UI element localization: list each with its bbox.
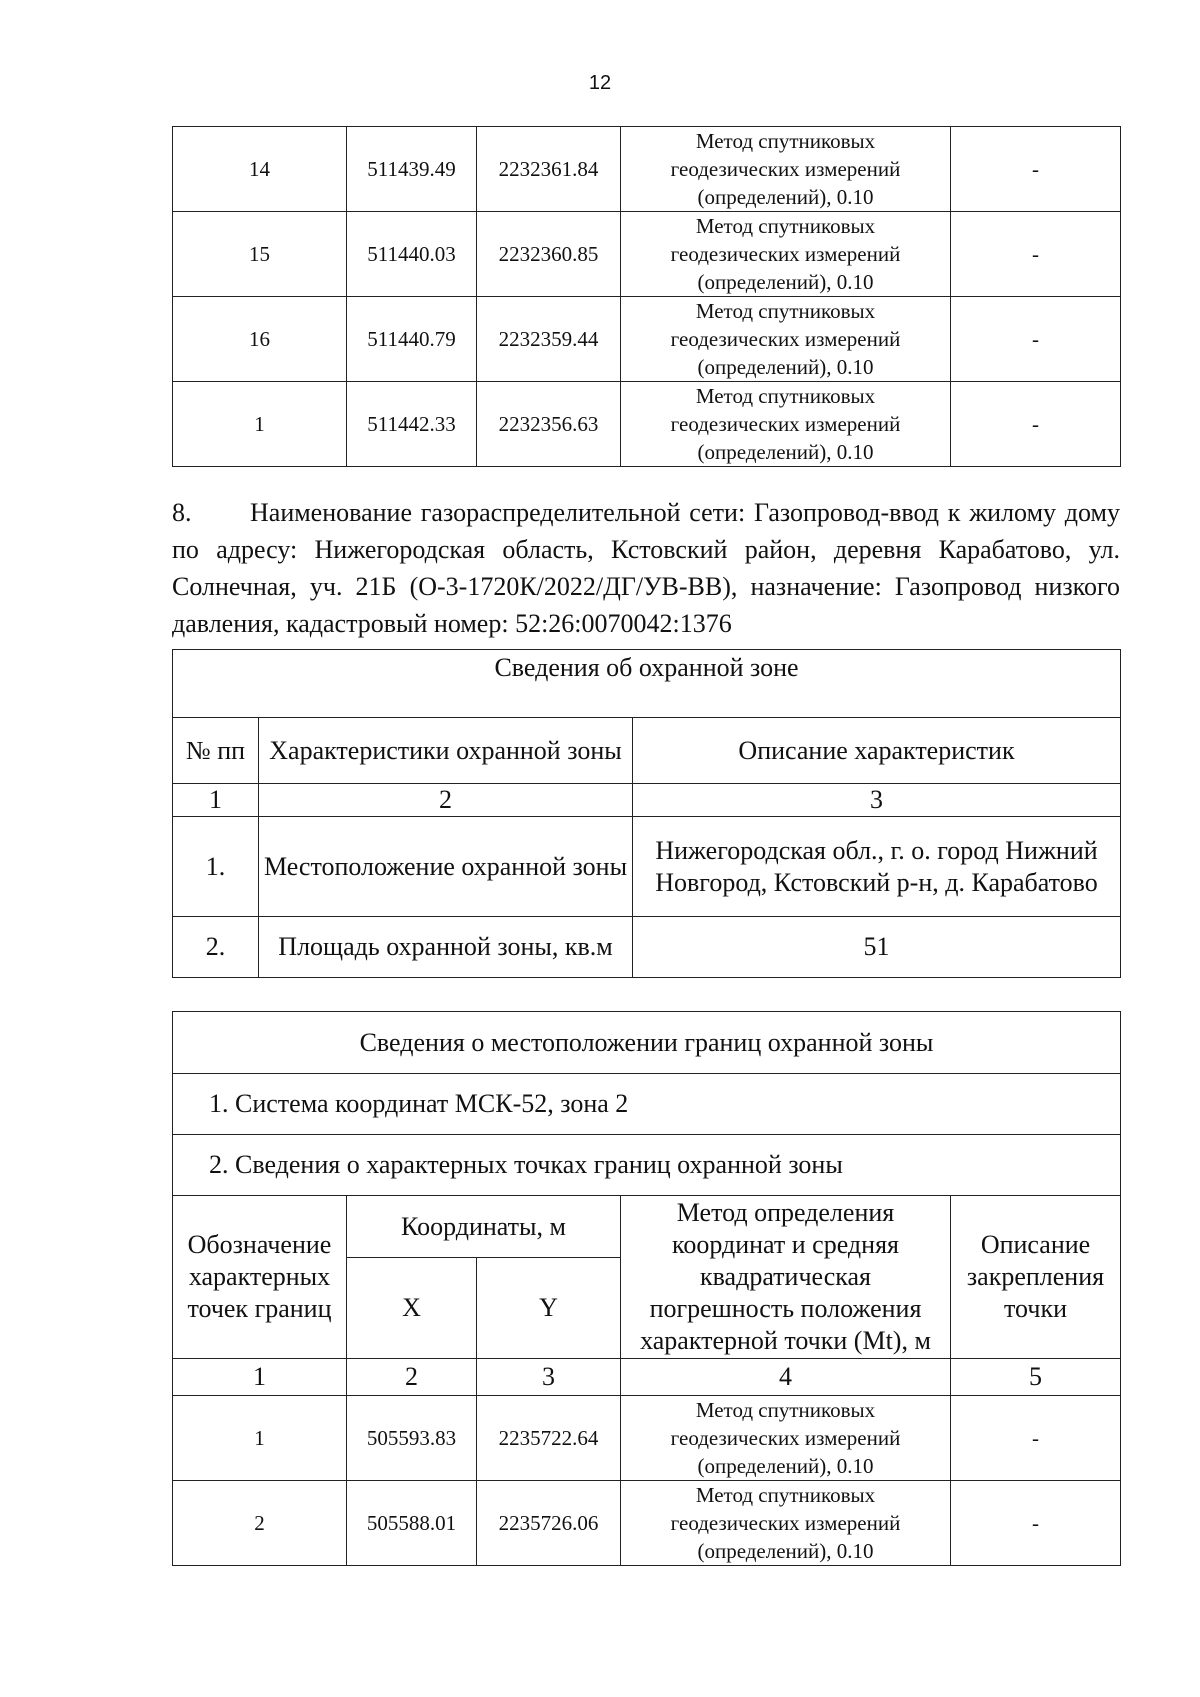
coord-x: 511440.79 [347, 297, 477, 382]
coordinate-system: 1. Система координат МСК-52, зона 2 [173, 1074, 1121, 1135]
fixing-description: - [951, 1481, 1121, 1566]
method-cell: Метод спутниковых геодезических измерений (определений), 0.10 [621, 1396, 951, 1481]
points-table-continued [172, 126, 1121, 467]
col-number: 2 [347, 1359, 477, 1396]
fixing-description: - [951, 127, 1121, 212]
table-row [173, 382, 1121, 467]
protection-zone-table [172, 649, 1121, 978]
col-number: 5 [951, 1359, 1121, 1396]
coord-x: 511442.33 [347, 382, 477, 467]
col-number: 3 [477, 1359, 621, 1396]
section-text: Наименование газораспределительной сети: Газопровод-ввод к жилому дому по адресу: Нижегородская область, Кстовский район, деревня Карабатово, ул. Солнечная, уч. 21Б (О-3-1720К/2022/ДГ/УВ-ВВ), назначение: Газопровод низкого давления, кадастровый номер: 52:26:0070042:1376 [172, 498, 1120, 638]
fixing-description: - [951, 1396, 1121, 1481]
section-8-paragraph [172, 494, 1120, 642]
table-row [173, 917, 1121, 978]
section-number: 8. [172, 498, 192, 527]
method-cell: Метод спутниковых геодезических измерений (определений), 0.10 [621, 297, 951, 382]
row-characteristic: Местоположение охранной зоны [259, 817, 633, 917]
row-characteristic: Площадь охранной зоны, кв.м [259, 917, 633, 978]
col-number: 1 [173, 784, 259, 817]
header-characteristics: Характеристики охранной зоны [259, 718, 633, 784]
coord-x: 511440.03 [347, 212, 477, 297]
table-row [173, 1396, 1121, 1481]
method-cell: Метод спутниковых геодезических измерений (определений), 0.10 [621, 1481, 951, 1566]
header-coordinates: Координаты, м [347, 1196, 621, 1258]
table-row [173, 1481, 1121, 1566]
table-row [173, 212, 1121, 297]
coord-y: 2232356.63 [477, 382, 621, 467]
zone-table-title: Сведения об охранной зоне [173, 650, 1121, 718]
fixing-description: - [951, 212, 1121, 297]
header-x: X [347, 1258, 477, 1359]
row-number: 2. [173, 917, 259, 978]
coord-x: 505588.01 [347, 1481, 477, 1566]
fixing-description: - [951, 382, 1121, 467]
col-number: 4 [621, 1359, 951, 1396]
point-id: 2 [173, 1481, 347, 1566]
point-id: 16 [173, 297, 347, 382]
point-id: 14 [173, 127, 347, 212]
coord-x: 505593.83 [347, 1396, 477, 1481]
header-description: Описание характеристик [633, 718, 1121, 784]
method-cell: Метод спутниковых геодезических измерений (определений), 0.10 [621, 382, 951, 467]
col-number: 2 [259, 784, 633, 817]
fixing-description: - [951, 297, 1121, 382]
col-number: 1 [173, 1359, 347, 1396]
row-description: Нижегородская обл., г. о. город Нижний Новгород, Кстовский р-н, д. Карабатово [633, 817, 1121, 917]
boundaries-table [172, 1011, 1121, 1566]
header-number: № пп [173, 718, 259, 784]
col-number: 3 [633, 784, 1121, 817]
header-method: Метод определения координат и средняя квадратическая погрешность положения характерной точки (Mt), м [621, 1196, 951, 1359]
coord-y: 2232361.84 [477, 127, 621, 212]
method-cell: Метод спутниковых геодезических измерений (определений), 0.10 [621, 212, 951, 297]
coord-y: 2232360.85 [477, 212, 621, 297]
table-row [173, 297, 1121, 382]
point-id: 1 [173, 1396, 347, 1481]
boundaries-title: Сведения о местоположении границ охранной зоны [173, 1012, 1121, 1074]
coord-y: 2235726.06 [477, 1481, 621, 1566]
row-description: 51 [633, 917, 1121, 978]
header-fixing: Описание закрепления точки [951, 1196, 1121, 1359]
page-number: 12 [588, 72, 612, 94]
row-number: 1. [173, 817, 259, 917]
coord-x: 511439.49 [347, 127, 477, 212]
header-designation: Обозначение характерных точек границ [173, 1196, 347, 1359]
point-id: 15 [173, 212, 347, 297]
table-row [173, 817, 1121, 917]
coord-y: 2232359.44 [477, 297, 621, 382]
point-id: 1 [173, 382, 347, 467]
header-y: Y [477, 1258, 621, 1359]
method-cell: Метод спутниковых геодезических измерений (определений), 0.10 [621, 127, 951, 212]
table-row [173, 127, 1121, 212]
coord-y: 2235722.64 [477, 1396, 621, 1481]
points-title: 2. Сведения о характерных точках границ охранной зоны [173, 1135, 1121, 1196]
